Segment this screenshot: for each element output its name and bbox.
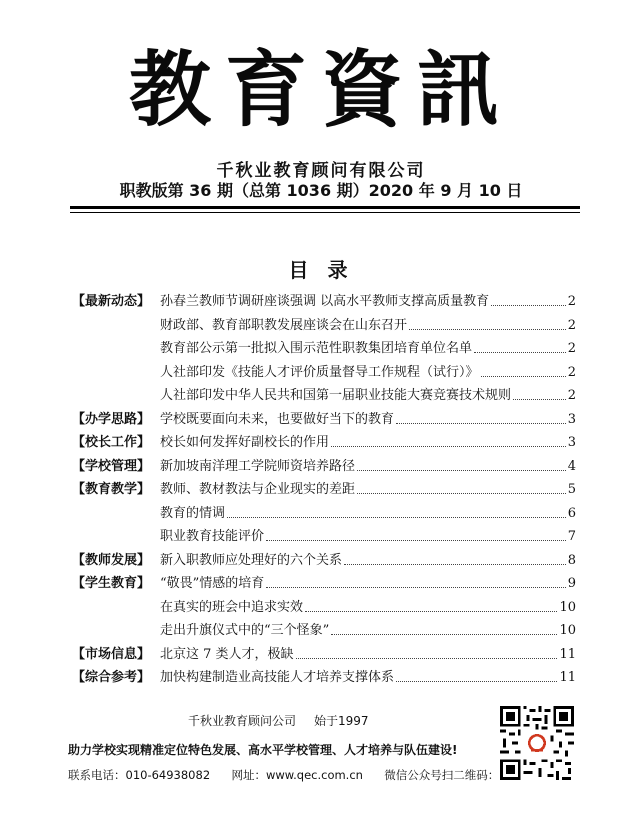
toc-leader (513, 386, 566, 400)
toc-title: 加快构建制造业高技能人才培养支撑体系 (160, 670, 395, 685)
toc-title: 教育部公示第一批拟入围示范性职教集团培育单位名单 (160, 341, 473, 356)
toc-page: 2 (567, 341, 576, 356)
footer-website[interactable]: 网址：www.qec.com.cn (231, 768, 363, 782)
footer-since: 始于1997 (314, 714, 369, 728)
footer-wechat: 微信公众号扫二维码： (384, 768, 500, 782)
toc-page: 10 (559, 599, 576, 615)
table-of-contents (72, 292, 576, 692)
toc-row[interactable] (72, 551, 576, 575)
toc-leader (409, 316, 566, 330)
toc-page: 2 (567, 364, 576, 380)
toc-category: 【最新动态】 (72, 294, 151, 309)
toc-page: 2 (567, 388, 576, 403)
toc-title: 教育的情调 (160, 505, 226, 521)
toc-leader (474, 339, 566, 353)
toc-row[interactable] (72, 574, 576, 598)
toc-title: 职业教育技能评价 (160, 529, 265, 544)
toc-category: 【教师发展】 (72, 552, 151, 568)
toc-row[interactable] (72, 598, 576, 622)
toc-row[interactable] (72, 527, 576, 551)
toc-row[interactable] (72, 668, 576, 692)
toc-title: 孙春兰教师节调研座谈强调 以高水平教师支撑高质量教育 (160, 294, 490, 309)
toc-row[interactable] (72, 433, 576, 457)
toc-row[interactable] (72, 504, 576, 528)
toc-title: 财政部、教育部职教发展座谈会在山东召开 (160, 317, 408, 333)
toc-leader (481, 363, 566, 377)
toc-category: 【综合参考】 (72, 670, 151, 685)
toc-row[interactable] (72, 645, 576, 669)
toc-leader (396, 668, 557, 682)
footer-contact-line (68, 767, 499, 783)
toc-leader (396, 410, 566, 424)
toc-category: 【校长工作】 (72, 435, 151, 450)
issue-line: 职教版第 36 期（总第 1036 期）2020 年 9 月 10 日 (119, 181, 523, 200)
toc-page: 5 (567, 482, 576, 497)
toc-page: 11 (559, 670, 576, 685)
toc-page: 10 (559, 623, 576, 638)
toc-leader (491, 292, 566, 306)
toc-page: 8 (567, 552, 576, 568)
toc-leader (305, 598, 557, 612)
toc-page: 3 (567, 411, 576, 427)
masthead-title: 教育資訊 (128, 42, 513, 138)
toc-row[interactable] (72, 386, 576, 410)
toc-page: 3 (567, 435, 576, 450)
toc-category: 【办学思路】 (72, 411, 151, 427)
toc-leader (266, 527, 566, 541)
toc-category: 【教育教学】 (72, 482, 151, 497)
toc-page: 2 (567, 294, 576, 309)
toc-leader (331, 433, 566, 447)
toc-title: 北京这 7 类人才，极缺 (160, 646, 294, 662)
toc-title: 校长如何发挥好副校长的作用 (160, 435, 330, 450)
toc-title: 人社部印发《技能人才评价质量督导工作规程（试行）》 (160, 364, 479, 380)
toc-leader (266, 574, 565, 588)
toc-title: 学校既要面向未来，也要做好当下的教育 (160, 411, 395, 427)
qr-code-icon[interactable] (500, 706, 574, 780)
toc-row[interactable] (72, 339, 576, 363)
toc-title: 新加坡南洋理工学院师资培养路径 (160, 458, 356, 474)
toc-leader (357, 457, 566, 471)
toc-row[interactable] (72, 480, 576, 504)
toc-page: 11 (559, 646, 576, 662)
footer-phone: 联系电话：010-64938082 (68, 768, 211, 782)
toc-leader (357, 480, 566, 494)
toc-page: 6 (567, 505, 576, 521)
toc-page: 7 (567, 529, 576, 544)
footer-company-line (188, 712, 369, 729)
toc-category: 【市场信息】 (72, 646, 151, 662)
toc-leader (227, 504, 566, 518)
toc-category: 【学生教育】 (72, 576, 151, 591)
toc-title: 走出升旗仪式中的“三个怪象” (160, 623, 330, 638)
toc-leader (344, 551, 566, 565)
toc-title: 新入职教师应处理好的六个关系 (160, 552, 343, 568)
toc-title: 在真实的班会中追求实效 (160, 599, 304, 615)
divider-thin (70, 212, 580, 213)
toc-row[interactable] (72, 363, 576, 387)
footer-slogan: 助力学校实现精准定位特色发展、高水平学校管理、人才培养与队伍建设! (68, 743, 458, 757)
toc-leader (296, 645, 558, 659)
toc-category: 【学校管理】 (72, 458, 151, 474)
toc-page: 2 (567, 317, 576, 333)
footer-company: 千秋业教育顾问公司 (188, 714, 297, 728)
toc-leader (331, 621, 557, 635)
toc-row[interactable] (72, 316, 576, 340)
toc-title: “敬畏”情感的培育 (160, 576, 265, 591)
toc-row[interactable] (72, 457, 576, 481)
company-name: 千秋业教育顾问有限公司 (216, 161, 426, 181)
toc-page: 9 (567, 576, 576, 591)
toc-title: 教师、教材教法与企业现实的差距 (160, 482, 356, 497)
toc-row[interactable] (72, 621, 576, 645)
toc-title: 人社部印发中华人民共和国第一届职业技能大赛竞赛技术规则 (160, 388, 512, 403)
divider-thick (70, 206, 580, 209)
toc-row[interactable] (72, 410, 576, 434)
toc-page: 4 (567, 458, 576, 474)
toc-heading: 目 录 (288, 258, 354, 282)
toc-row[interactable] (72, 292, 576, 316)
